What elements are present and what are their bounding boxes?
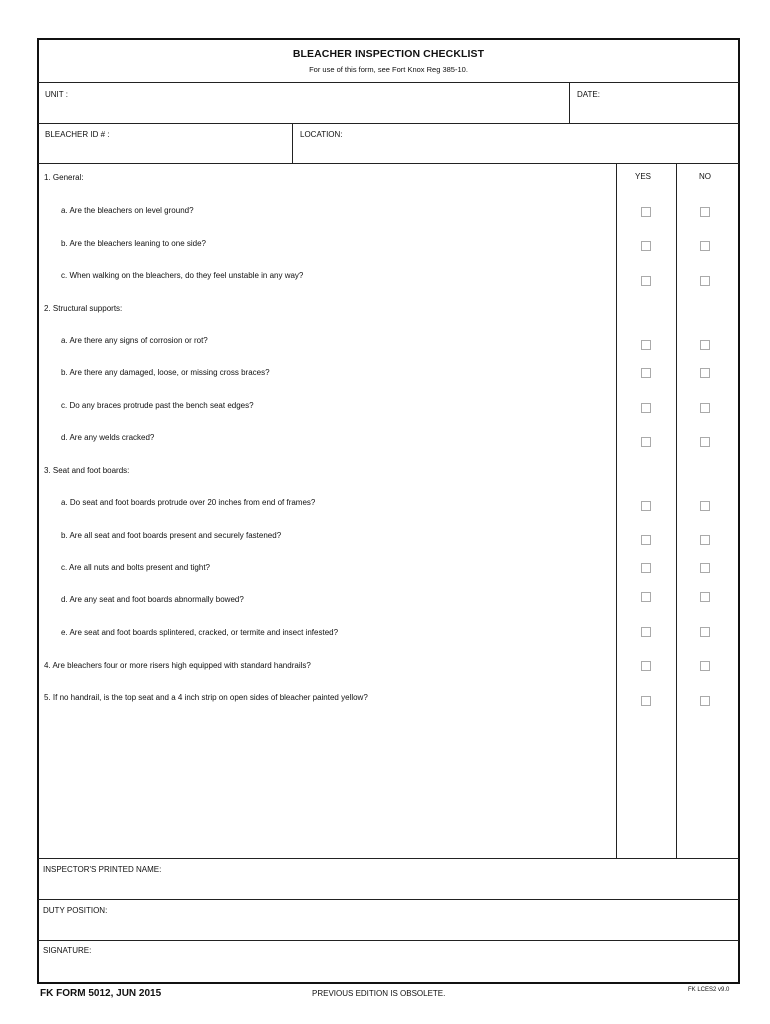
divider — [676, 163, 677, 858]
location-field[interactable] — [293, 124, 739, 163]
question-2b: b. Are there any damaged, loose, or missing cross braces? — [61, 368, 270, 377]
yes-checkbox-2c[interactable] — [641, 403, 651, 413]
signature-label: SIGNATURE: — [43, 946, 92, 955]
form-number: FK FORM 5012, JUN 2015 — [40, 988, 162, 999]
yes-checkbox-3e[interactable] — [641, 627, 651, 637]
yes-checkbox-3c[interactable] — [641, 563, 651, 573]
question-2a: a. Are there any signs of corrosion or rot? — [61, 336, 208, 345]
yes-checkbox-2a[interactable] — [641, 340, 651, 350]
form-header — [37, 38, 740, 82]
no-checkbox-2d[interactable] — [700, 437, 710, 447]
yes-checkbox-5[interactable] — [641, 696, 651, 706]
no-checkbox-3d[interactable] — [700, 592, 710, 602]
question-2d: d. Are any welds cracked? — [61, 433, 155, 442]
question-3d: d. Are any seat and foot boards abnormally bowed? — [61, 595, 244, 604]
yes-checkbox-3d[interactable] — [641, 592, 651, 602]
no-checkbox-2b[interactable] — [700, 368, 710, 378]
duty-position-label: DUTY POSITION: — [43, 906, 108, 915]
section-general: 1. General: — [44, 173, 84, 182]
question-1a: a. Are the bleachers on level ground? — [61, 206, 194, 215]
no-checkbox-5[interactable] — [700, 696, 710, 706]
yes-checkbox-2d[interactable] — [641, 437, 651, 447]
no-checkbox-2c[interactable] — [700, 403, 710, 413]
signature-field[interactable] — [38, 941, 739, 983]
edition-notice: PREVIOUS EDITION IS OBSOLETE. — [312, 989, 446, 998]
inspector-name-label: INSPECTOR'S PRINTED NAME: — [43, 865, 162, 874]
no-checkbox-1c[interactable] — [700, 276, 710, 286]
yes-checkbox-1b[interactable] — [641, 241, 651, 251]
yes-checkbox-2b[interactable] — [641, 368, 651, 378]
divider — [616, 163, 617, 858]
no-checkbox-3c[interactable] — [700, 563, 710, 573]
inspector-name-field[interactable] — [38, 859, 739, 899]
question-3c: c. Are all nuts and bolts present and tight? — [61, 563, 210, 572]
no-checkbox-4[interactable] — [700, 661, 710, 671]
bleacher-id-label: BLEACHER ID # : — [45, 130, 110, 139]
question-3a: a. Do seat and foot boards protrude over 20 inches from end of frames? — [61, 498, 316, 507]
no-checkbox-2a[interactable] — [700, 340, 710, 350]
question-1c: c. When walking on the bleachers, do they feel unstable in any way? — [61, 271, 304, 280]
location-label: LOCATION: — [300, 130, 343, 139]
date-label: DATE: — [577, 90, 600, 99]
question-1b: b. Are the bleachers leaning to one side? — [61, 239, 206, 248]
no-checkbox-1b[interactable] — [700, 241, 710, 251]
yes-checkbox-3b[interactable] — [641, 535, 651, 545]
unit-label: UNIT : — [45, 90, 68, 99]
duty-position-field[interactable] — [38, 900, 739, 940]
section-painted-strip: 5. If no handrail, is the top seat and a 4 inch strip on open sides of bleacher painted yellow? — [44, 693, 368, 702]
question-3e: e. Are seat and foot boards splintered, cracked, or termite and insect infested? — [61, 628, 339, 637]
bleacher-id-field[interactable] — [38, 124, 292, 163]
section-seat-boards: 3. Seat and foot boards: — [44, 466, 130, 475]
unit-field[interactable] — [38, 83, 569, 123]
version-label: FK LCES2 v9.0 — [688, 987, 730, 993]
form-subtitle: For use of this form, see Fort Knox Reg 385-10. — [309, 65, 468, 74]
question-2c: c. Do any braces protrude past the bench seat edges? — [61, 401, 254, 410]
yes-checkbox-4[interactable] — [641, 661, 651, 671]
no-checkbox-3a[interactable] — [700, 501, 710, 511]
section-handrails: 4. Are bleachers four or more risers high equipped with standard handrails? — [44, 661, 311, 670]
yes-column-header: YES — [635, 172, 652, 181]
no-checkbox-3e[interactable] — [700, 627, 710, 637]
no-checkbox-3b[interactable] — [700, 535, 710, 545]
date-field[interactable] — [570, 83, 739, 123]
no-column-header: NO — [699, 172, 711, 181]
yes-checkbox-3a[interactable] — [641, 501, 651, 511]
section-structural: 2. Structural supports: — [44, 304, 123, 313]
no-checkbox-1a[interactable] — [700, 207, 710, 217]
yes-checkbox-1a[interactable] — [641, 207, 651, 217]
yes-checkbox-1c[interactable] — [641, 276, 651, 286]
divider — [38, 163, 739, 164]
question-3b: b. Are all seat and foot boards present and securely fastened? — [61, 531, 282, 540]
form-title: BLEACHER INSPECTION CHECKLIST — [292, 48, 485, 60]
